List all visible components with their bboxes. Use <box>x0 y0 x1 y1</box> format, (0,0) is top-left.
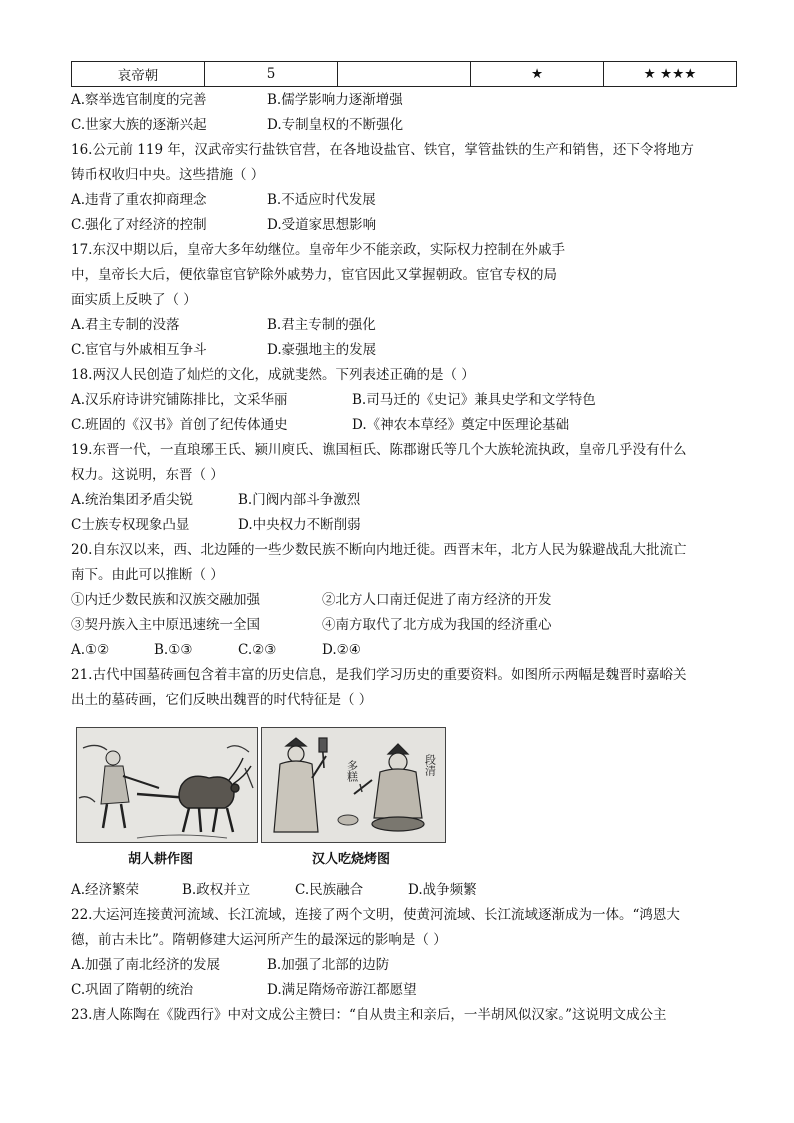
q19-option-a: A.统治集团矛盾尖锐 <box>71 492 194 508</box>
q22-option-d: D.满足隋炀帝游江都愿望 <box>267 982 417 998</box>
q22-option-c: C.巩固了隋朝的统治 <box>71 982 194 998</box>
q17-stem-line-1: 17.东汉中期以后，皇帝大多年幼继位。皇帝年少不能亲政，实际权力控制在外戚手 <box>71 242 565 258</box>
q19-option-c: C士族专权现象凸显 <box>71 517 190 533</box>
q19-option-d: D.中央权力不断削弱 <box>238 517 361 533</box>
q22-stem-line-2: 德，前古未比”。隋朝修建大运河所产生的最深远的影响是（ ） <box>71 932 447 948</box>
q22-option-b: B.加强了北部的边防 <box>267 957 390 973</box>
q21-stem-line-1: 21.古代中国墓砖画包含着丰富的历史信息，是我们学习历史的重要资料。如图所示两幅是魏晋时嘉峪关 <box>71 667 687 683</box>
q21-option-c: C.民族融合 <box>295 882 364 898</box>
q17-option-b: B.君主专制的强化 <box>267 317 376 333</box>
q16-option-b: B.不适应时代发展 <box>267 192 376 208</box>
q21-option-b: B.政权并立 <box>182 882 251 898</box>
table-cell-stars-1: ★ <box>471 62 604 87</box>
q18-option-b: B.司马迁的《史记》兼具史学和文学特色 <box>352 392 596 408</box>
q20-item-1: ①内迁少数民族和汉族交融加强 <box>71 592 260 608</box>
table-row <box>72 62 737 87</box>
q21-option-a: A.经济繁荣 <box>71 882 140 898</box>
figure-caption-barbecue: 汉人吃烧烤图 <box>312 852 391 867</box>
q17-option-a: A.君主专制的没落 <box>71 317 180 333</box>
q20-option-d: D.②④ <box>322 642 361 658</box>
q20-stem-line-2: 南下。由此可以推断（ ） <box>71 567 224 583</box>
q21-stem-line-2: 出土的墓砖画，它们反映出魏晋的时代特征是（ ） <box>71 692 373 708</box>
q20-item-2: ②北方人口南迁促进了南方经济的开发 <box>322 592 552 608</box>
q20-option-a: A.①② <box>71 642 110 658</box>
table-cell-empty <box>338 62 471 87</box>
q22-option-a: A.加强了南北经济的发展 <box>71 957 221 973</box>
q16-stem-line-2: 铸币权收归中央。这些措施（ ） <box>71 167 265 183</box>
q21-option-d: D.战争频繁 <box>408 882 477 898</box>
q20-item-4: ④南方取代了北方成为我国的经济重心 <box>322 617 552 633</box>
q18-option-c: C.班固的《汉书》首创了纪传体通史 <box>71 417 288 433</box>
q20-item-3: ③契丹族入主中原迅速统一全国 <box>71 617 260 633</box>
q22-stem-line-1: 22.大运河连接黄河流域、长江流域，连接了两个文明，使黄河流域、长江流域逐渐成为一体。“鸿恩大 <box>71 907 680 923</box>
q15-option-c: C.世家大族的逐渐兴起 <box>71 117 207 133</box>
table-cell-dynasty: 哀帝朝 <box>72 62 205 87</box>
q17-stem-line-2: 中，皇帝长大后，便依靠宦官铲除外戚势力，宦官因此又掌握朝政。宦官专权的局 <box>71 267 557 283</box>
q20-option-c: C.②③ <box>238 642 277 658</box>
q19-stem-line-1: 19.东晋一代，一直琅琊王氏、颍川庾氏、谯国桓氏、陈郡谢氏等几个大族轮流执政，皇帝几乎没有什么 <box>71 442 687 458</box>
q16-option-d: D.受道家思想影响 <box>267 217 377 233</box>
q17-option-d: D.豪强地主的发展 <box>267 342 377 358</box>
q16-option-a: A.违背了重农抑商理念 <box>71 192 207 208</box>
figure-caption-farming: 胡人耕作图 <box>128 852 194 867</box>
q23-stem-line-1: 23.唐人陈陶在《陇西行》中对文成公主赞曰：“自从贵主和亲后，一半胡风似汉家。”这说明文成公主 <box>71 1007 667 1023</box>
table-cell-stars-2: ★ ★★★ <box>604 62 737 87</box>
tomb-brick-painting-barbecue <box>261 727 446 843</box>
q19-stem-line-2: 权力。这说明，东晋（ ） <box>71 467 224 483</box>
q17-option-c: C.宦官与外戚相互争斗 <box>71 342 207 358</box>
q17-stem-line-3: 面实质上反映了（ ） <box>71 292 197 308</box>
table-cell-count: 5 <box>205 62 338 87</box>
ranking-table-fragment <box>71 61 737 87</box>
tomb-brick-painting-farming <box>76 727 258 843</box>
q16-stem-line-1: 16.公元前 119 年，汉武帝实行盐铁官营，在各地设盐官、铁官，掌管盐铁的生产和销售，还下令将地方 <box>71 142 694 158</box>
inscription-right: 段清 <box>423 754 437 776</box>
q18-option-a: A.汉乐府诗讲究铺陈排比，文采华丽 <box>71 392 288 408</box>
q15-option-b: B.儒学影响力逐渐增强 <box>267 92 403 108</box>
q20-option-b: B.①③ <box>154 642 193 658</box>
q18-option-d: D.《神农本草经》奠定中医理论基础 <box>352 417 570 433</box>
q16-option-c: C.强化了对经济的控制 <box>71 217 207 233</box>
q15-option-d: D.专制皇权的不断强化 <box>267 117 404 133</box>
q19-option-b: B.门阀内部斗争激烈 <box>238 492 361 508</box>
q20-stem-line-1: 20.自东汉以来，西、北边陲的一些少数民族不断向内地迁徙。西晋末年，北方人民为躲避战乱大批流亡 <box>71 542 687 558</box>
inscription-left: 多糕 <box>345 760 359 782</box>
q15-option-a: A.察举选官制度的完善 <box>71 92 207 108</box>
q18-stem-line-1: 18.两汉人民创造了灿烂的文化，成就斐然。下列表述正确的是（ ） <box>71 367 475 383</box>
